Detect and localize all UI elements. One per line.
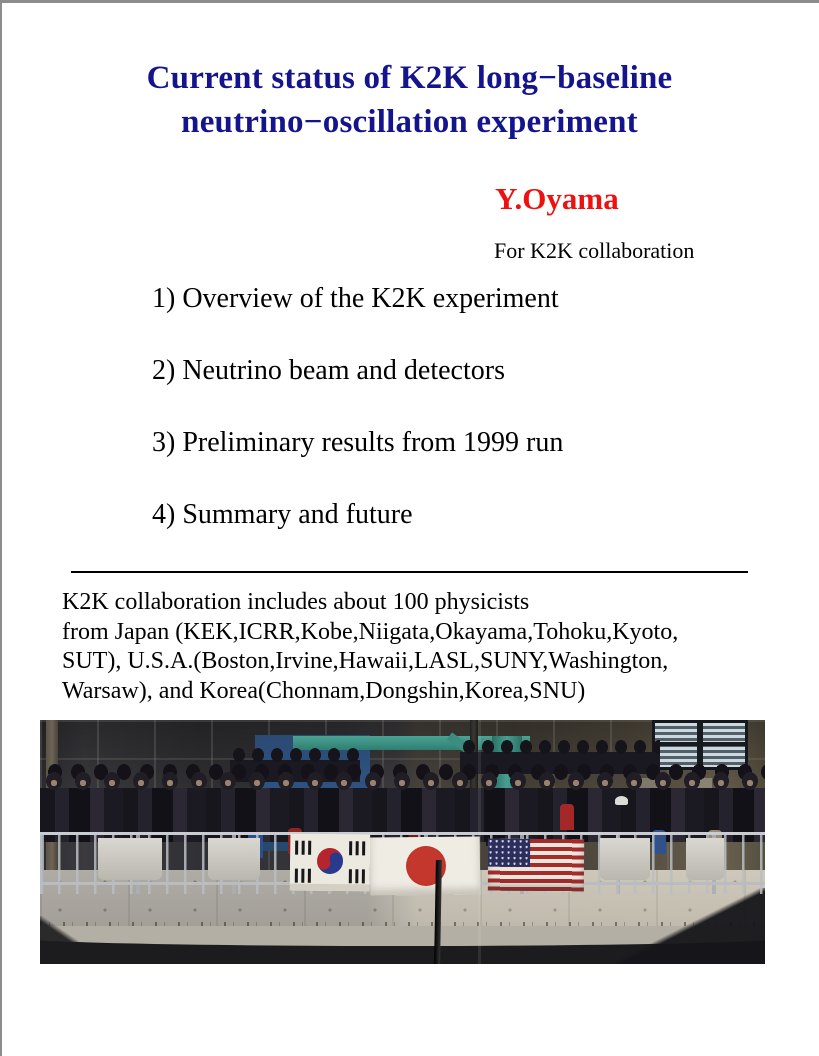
usa-flag bbox=[488, 839, 584, 892]
note-line-3: SUT), U.S.A.(Boston,Irvine,Hawaii,LASL,SUNY,Washington, bbox=[62, 648, 669, 674]
railing-cloth bbox=[208, 838, 260, 880]
japan-flag bbox=[370, 837, 481, 896]
divider-line bbox=[71, 571, 748, 573]
outline-item-4: 4) Summary and future bbox=[152, 499, 413, 530]
shadow-corner-right bbox=[615, 888, 765, 964]
usa-flag-canton bbox=[488, 839, 530, 867]
photo-stitch-seam bbox=[478, 720, 481, 964]
shadow-corner-left bbox=[40, 916, 110, 964]
outline-item-3: 3) Preliminary results from 1999 run bbox=[152, 427, 564, 458]
author-name: Y.Oyama bbox=[495, 181, 619, 216]
railing-cloth bbox=[600, 838, 650, 880]
title-line-2: neutrino−oscillation experiment bbox=[181, 104, 638, 140]
window-edge-top bbox=[0, 0, 819, 3]
note-line-1: K2K collaboration includes about 100 physicists bbox=[62, 589, 530, 615]
railing-cloth bbox=[686, 838, 724, 880]
title-line-1: Current status of K2K long−baseline bbox=[146, 60, 673, 96]
outline-list bbox=[152, 283, 563, 571]
author-affiliation: For K2K collaboration bbox=[494, 238, 695, 263]
person bbox=[560, 804, 574, 830]
person-hardhat bbox=[615, 796, 628, 805]
outline-item-1: 1) Overview of the K2K experiment bbox=[152, 283, 559, 314]
korea-flag bbox=[290, 834, 371, 892]
note-line-4: Warsaw), and Korea(Chonnam,Dongshin,Korea,SNU) bbox=[62, 677, 586, 704]
railing-cloth bbox=[98, 838, 162, 880]
group-photo bbox=[40, 720, 765, 964]
window-edge-left bbox=[0, 0, 2, 1056]
note-line-2: from Japan (KEK,ICRR,Kobe,Niigata,Okayama,Tohoku,Kyoto, bbox=[62, 618, 679, 645]
hall-window bbox=[652, 720, 748, 770]
slide-title bbox=[0, 56, 819, 144]
collaboration-note bbox=[62, 588, 772, 706]
outline-item-2: 2) Neutrino beam and detectors bbox=[152, 355, 505, 386]
